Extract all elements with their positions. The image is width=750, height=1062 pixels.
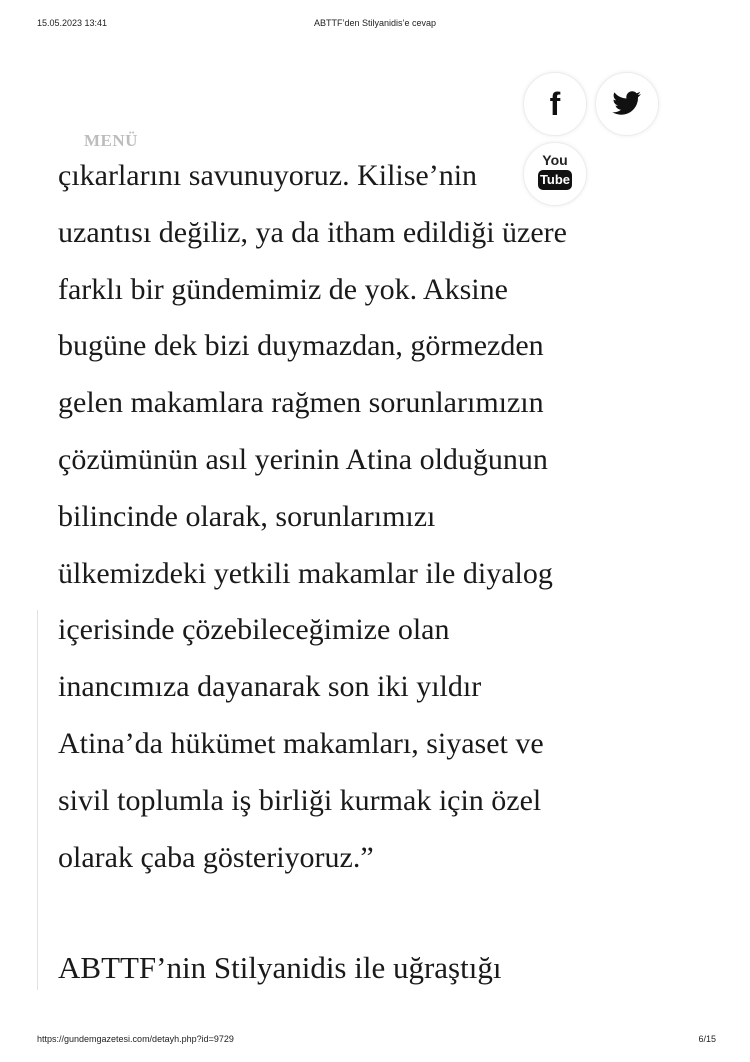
print-datetime: 15.05.2023 13:41: [37, 18, 108, 28]
youtube-button[interactable]: [523, 142, 587, 206]
twitter-icon: [611, 88, 643, 118]
print-page-number: 6/15: [698, 1034, 716, 1044]
menu-button[interactable]: MENÜ: [80, 131, 142, 151]
youtube-icon-tube: Tube: [538, 170, 572, 190]
article-line: bilincinde olarak, sorunlarımızı: [58, 499, 436, 533]
twitter-button[interactable]: [595, 72, 659, 136]
article-line: çıkarlarını savunuyoruz. Kilise’nin: [58, 159, 478, 192]
article-line: çözümünün asıl yerinin Atina olduğunun: [58, 442, 548, 476]
article-line: farklı bir gündemimiz de yok. Aksine: [58, 272, 508, 306]
article-body: [58, 148, 738, 996]
article-subheading: ABTTF’nin Stilyanidis ile uğraştığı: [58, 950, 502, 986]
print-page-title: ABTTF’den Stilyanidis’e cevap: [313, 18, 437, 28]
article-line: bugüne dek bizi duymazdan, görmezden: [58, 329, 544, 363]
article-line: ülkemizdeki yetkili makamlar ile diyalog: [58, 556, 553, 590]
article-line: içerisinde çözebileceğimize olan: [58, 613, 450, 647]
youtube-icon-you: You: [542, 152, 568, 168]
article-line: inancımıza dayanarak son iki yıldır: [58, 670, 482, 704]
left-divider: [37, 610, 38, 990]
facebook-button[interactable]: [523, 72, 587, 136]
article-line: Atina’da hükümet makamları, siyaset ve: [58, 726, 544, 760]
print-footer: [0, 1034, 750, 1048]
article-line: olarak çaba gösteriyoruz.”: [58, 840, 374, 874]
facebook-icon: f: [549, 86, 561, 122]
article-line: sivil toplumla iş birliği kurmak için özel: [58, 783, 542, 817]
article-line: gelen makamlara rağmen sorunlarımızın: [58, 386, 544, 420]
print-url: https://gundemgazetesi.com/detayh.php?id=9729: [37, 1034, 234, 1044]
article-line: uzantısı değiliz, ya da itham edildiği üzere: [58, 215, 567, 249]
print-header: [0, 18, 750, 32]
